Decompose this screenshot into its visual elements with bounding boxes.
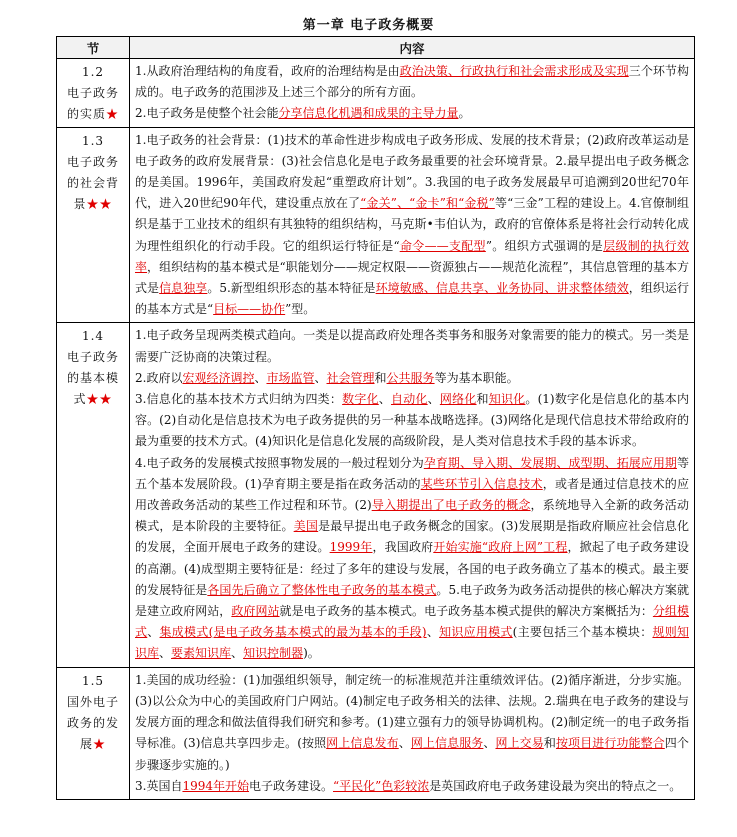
key-point: 1994年开始 bbox=[182, 778, 249, 793]
section-name: 国外电子 bbox=[66, 694, 119, 709]
key-point: 环境敏感、信息共享、业务协同、讲求整体绩效 bbox=[375, 281, 629, 296]
section-name: 展 bbox=[79, 736, 93, 751]
text-segment: 、 bbox=[254, 370, 267, 385]
key-point: 自动化 bbox=[390, 392, 428, 407]
key-point: 要素知识库 bbox=[171, 646, 232, 661]
text-segment: 1.从政府治理结构的角度看，政府的治理结构是由 bbox=[135, 64, 400, 78]
text-segment: 4.电子政务的发展模式按照事物发展的一般过程划分为 bbox=[135, 455, 424, 470]
text-segment: 。5.新型组织形态的基本特征是 bbox=[207, 281, 376, 296]
content-paragraph bbox=[135, 368, 689, 389]
content-cell bbox=[130, 667, 695, 799]
text-segment: 三个环节构成的。电子政务的范围涉及上述三个部分的所有方面。 bbox=[135, 64, 689, 100]
key-point: 集成模式(是电子政务基本模式的最为基本的手段) bbox=[159, 625, 427, 640]
section-name-last bbox=[59, 389, 127, 410]
text-segment: 。(1)数字化是信息化的基本内容。(2)自动化是信息技术为电子政务提供的另一种基本战略选择。(3)网络化是现代信息技术带给政府的最为重要的技术方式。(4)知识化是信息化发展的高级阶段，是人类对信息技术手段的基本诉求。 bbox=[135, 392, 690, 449]
key-point: 开始实施“政府上网”工程 bbox=[433, 540, 568, 555]
key-point: 知识化 bbox=[488, 392, 526, 407]
text-segment: ”型。 bbox=[285, 302, 316, 317]
content-paragraph bbox=[135, 61, 689, 103]
section-number: 1.4 bbox=[81, 329, 105, 344]
text-segment: 、 bbox=[398, 736, 411, 751]
key-point: 宏观经济调控 bbox=[182, 370, 255, 385]
content-cell bbox=[130, 127, 695, 323]
text-segment: 就是电子政务的基本模式。电子政务基本模式提供的解决方案概括为： bbox=[279, 604, 653, 619]
text-segment: 等“三金”工程的建设上。4.官僚制组织是基于工业技术的组织有其独特的组织结构，马克斯•韦伯认为，政府的官僚体系是将社会行动转化成为理性组织化的行动手段。它的组织运行特征是“ bbox=[135, 196, 689, 253]
text-segment: 。5.电子政务为政务活动提供的核心解决方案就是建立政府网站， bbox=[135, 582, 689, 619]
text-segment: 1.电子政务呈现两类模式趋向。一类是以提高政府处理各类事务和服务对象需要的能力的模式。另一类是需要广泛协商的决策过程。 bbox=[135, 328, 689, 364]
content-table bbox=[56, 36, 695, 800]
text-segment: )。 bbox=[303, 646, 320, 661]
key-point: “金关”、“金卡”和“金税” bbox=[360, 196, 495, 211]
key-point: 按项目进行功能整合 bbox=[555, 736, 665, 751]
text-segment: 是最早提出电子政务概念的国家。(3)发展期是指政府顺应社会信息化的发展，全面开展电子政务的建设。 bbox=[135, 519, 689, 555]
text-segment: 、 bbox=[231, 646, 244, 661]
key-point: 分组模式 bbox=[135, 604, 689, 640]
content-cell bbox=[130, 59, 695, 128]
section-name: 的实质★ bbox=[66, 107, 120, 121]
key-point: “平民化”色彩较浓 bbox=[333, 778, 430, 793]
table-row bbox=[57, 323, 695, 667]
key-point: 知识应用模式 bbox=[439, 625, 513, 640]
content-header: 内容 bbox=[130, 37, 695, 59]
text-segment: 、 bbox=[378, 392, 391, 407]
key-point: 层级制的执行效率 bbox=[135, 238, 689, 274]
key-point: 信息独享 bbox=[159, 281, 208, 296]
key-point: 知识控制器 bbox=[243, 646, 304, 661]
text-segment: ，或者是通过信息技术的应用改善政务活动的某些工作过程和环节。(2) bbox=[135, 476, 689, 513]
section-cell bbox=[57, 59, 130, 128]
key-point: 网络化 bbox=[439, 392, 477, 407]
text-segment: 。 bbox=[458, 106, 471, 121]
table-header-row bbox=[57, 37, 695, 59]
key-point: 社会管理 bbox=[326, 370, 375, 385]
key-point: 1999年 bbox=[329, 540, 373, 555]
text-segment: 和 bbox=[543, 736, 556, 751]
key-point: 数字化 bbox=[342, 392, 379, 407]
section-cell bbox=[57, 667, 130, 799]
content-paragraph bbox=[135, 670, 689, 776]
key-point: 某些环节引入信息技术 bbox=[420, 476, 543, 491]
section-number: 1.3 bbox=[81, 133, 105, 148]
text-segment: 2.政府以 bbox=[135, 370, 183, 385]
text-segment: 、 bbox=[426, 625, 440, 640]
content-paragraph bbox=[135, 453, 689, 665]
page-title: 第一章 电子政务概要 bbox=[302, 18, 435, 33]
importance-stars: ★ bbox=[93, 736, 107, 751]
content-paragraph bbox=[135, 130, 689, 321]
key-point: 规则知识库 bbox=[135, 625, 689, 661]
key-point: 命令——支配型 bbox=[399, 238, 486, 253]
key-point: 各国先后确立了整体性电子政务的基本模式 bbox=[207, 582, 437, 597]
text-segment: 3.信息化的基本技术方式归纳为四类： bbox=[135, 392, 343, 407]
text-segment: 四个步骤逐步实施的。) bbox=[135, 736, 689, 772]
section-name: 政务的发 bbox=[66, 715, 119, 730]
text-segment: 1.电子政务的社会背景：(1)技术的革命性进步构成电子政务形成、发展的技术背景；(2)政府改革运动是电子政务的政府发展背景：(3)社会信息化是电子政务最重要的社会环境背景。2.最早提出电子政务概念的是美国。1996年，美国政府发起“重塑政府计划”。3.我国的电子政务发展最早可追溯到20世纪70年代，进入20世纪90年代，建设重点放在了 bbox=[135, 132, 689, 211]
text-segment: 和 bbox=[476, 392, 489, 407]
text-segment: ，组织结构的基本模式是“职能划分——规定权限——资源独占——规范化流程”，其信息管理的基本方式是 bbox=[135, 259, 689, 296]
importance-stars: ★★ bbox=[86, 392, 113, 407]
section-name: 电子政务 bbox=[66, 154, 119, 169]
text-segment: 、 bbox=[483, 736, 496, 751]
content-cell bbox=[130, 323, 695, 667]
section-number: 1.5 bbox=[81, 673, 105, 688]
key-point: 政府网站 bbox=[231, 604, 280, 619]
text-segment: (主要包括三个基本模块： bbox=[512, 625, 653, 640]
text-segment: ”。组织方式强调的是 bbox=[485, 238, 604, 253]
text-segment: 、 bbox=[147, 625, 160, 640]
text-segment: ，我国政府 bbox=[372, 540, 434, 555]
text-segment: 、 bbox=[427, 392, 440, 407]
text-segment: 3.英国自 bbox=[135, 778, 183, 793]
section-name-last bbox=[59, 734, 127, 755]
table-row bbox=[57, 667, 695, 799]
text-segment: 等为基本职能。 bbox=[434, 370, 519, 385]
text-segment: 是英国政府电子政务建设最为突出的特点之一。 bbox=[429, 778, 682, 793]
text-segment: 、 bbox=[314, 370, 327, 385]
key-point: 孕育期、导入期、发展期、成型期、拓展应用期 bbox=[423, 455, 677, 470]
key-point: 分享信息化机遇和成果的主导力量 bbox=[278, 106, 459, 121]
text-segment: 电子政务建设。 bbox=[249, 778, 334, 793]
section-name: 的社会背 bbox=[66, 175, 119, 190]
text-segment: 2.电子政务是使整个社会能 bbox=[135, 106, 279, 121]
table-row bbox=[57, 127, 695, 323]
section-name-last bbox=[59, 194, 127, 215]
section-name: 景 bbox=[73, 196, 87, 211]
key-point: 导入期提出了电子政务的概念 bbox=[371, 498, 531, 513]
section-cell bbox=[57, 127, 130, 323]
importance-stars: ★★ bbox=[86, 196, 113, 211]
content-paragraph bbox=[135, 325, 689, 367]
section-number: 1.2 bbox=[81, 65, 105, 79]
text-segment: 、 bbox=[159, 646, 172, 661]
importance-stars: ★ bbox=[106, 107, 120, 121]
content-paragraph bbox=[135, 103, 689, 124]
section-name: 式 bbox=[73, 392, 87, 407]
content-paragraph bbox=[135, 776, 689, 797]
text-segment: 等五个基本发展阶段。(1)孕育期主要是指在政务活动的 bbox=[135, 455, 689, 491]
text-segment: 1.美国的成功经验：(1)加强组织领导，制定统一的标准规范并注重绩效评估。(2)循序渐进，分步实施。(3)以公众为中心的美国政府门户网站。(4)制定电子政务相关的法律、法规。2.瑞典在电子政务的建设与发展方面的理念和做法值得我们研究和参考。(1)建立强有力的领导协调机构。(2)制定统一的电子政务指导标准。(3)信息共享四步走。(按照 bbox=[135, 672, 689, 751]
section-header: 节 bbox=[57, 37, 130, 59]
key-point: 美国 bbox=[293, 519, 319, 534]
key-point: 市场监管 bbox=[266, 370, 315, 385]
section-name: 的基本模 bbox=[66, 371, 119, 386]
key-point: 政治决策、行政执行和社会需求形成及实现 bbox=[399, 64, 629, 78]
content-paragraph bbox=[135, 389, 689, 453]
section-name: 电子政务 bbox=[66, 350, 119, 365]
text-segment: ，掀起了电子政务建设的高潮。(4)成型期主要特征是：经过了多年的建设与发展，各国的电子政务确立了基本的模式。最主要的发展特征是 bbox=[135, 540, 689, 597]
table-row bbox=[57, 59, 695, 128]
key-point: 网上信息发布 bbox=[326, 736, 399, 751]
text-segment: 和 bbox=[374, 370, 387, 385]
key-point: 公共服务 bbox=[386, 370, 435, 385]
text-segment: ，组织运行的基本方式是“ bbox=[135, 281, 689, 317]
table-body bbox=[57, 59, 695, 800]
key-point: 网上信息服务 bbox=[410, 736, 484, 751]
section-name: 电子政务 bbox=[66, 86, 119, 100]
section-cell bbox=[57, 323, 130, 667]
key-point: 目标——协作 bbox=[213, 302, 286, 317]
key-point: 网上交易 bbox=[495, 736, 544, 751]
text-segment: ，系统地导入全新的政务活动模式，是本阶段的主要特征。 bbox=[135, 498, 689, 534]
